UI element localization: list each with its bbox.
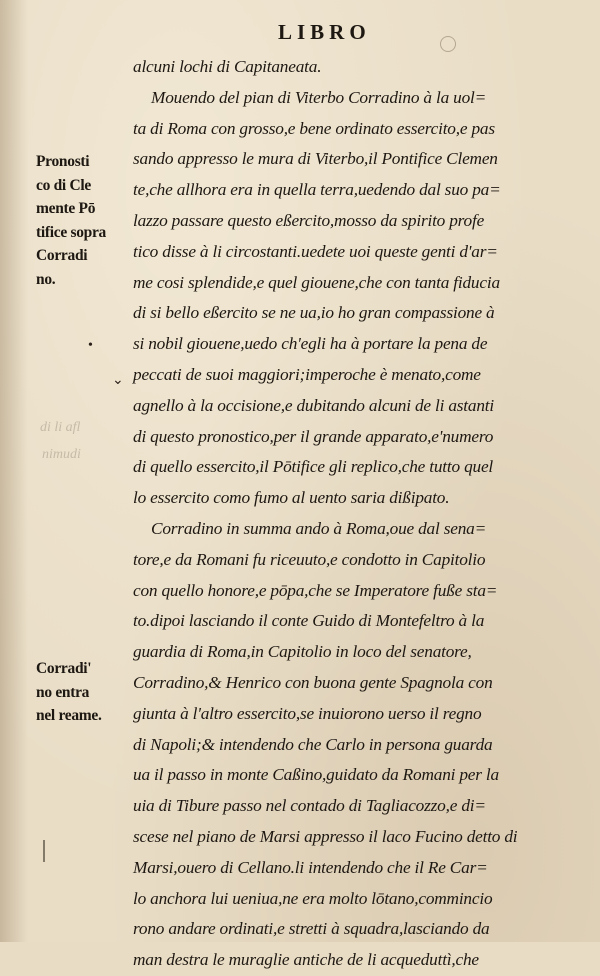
running-head: LIBRO <box>278 20 371 44</box>
text-line: sando appresso le mura di Viterbo,il Pontifice Clemen <box>133 149 498 169</box>
show-through-text: di li afl <box>40 420 81 435</box>
text-line: Marsi,ouero di Cellano.li intendendo che il Re Car= <box>133 857 488 877</box>
text-line: lo essercito como fumo al uento saria dißipato. <box>133 488 450 508</box>
text-line: lazzo passare questo eßercito,mosso da spirito profe <box>133 210 485 230</box>
text-line: guardia di Roma,in Capitolio in loco del senatore, <box>133 642 472 662</box>
marginal-note-prophecy <box>36 150 132 291</box>
marginal-line: Corradi <box>36 247 88 264</box>
text-line: uia di Tibure passo nel contado di Tagliacozzo,e di= <box>133 796 486 816</box>
printer-mark-icon: • <box>88 338 93 353</box>
text-line: rono andare ordinati,e stretti à squadra,lasciando da <box>133 919 490 939</box>
marginal-line: co di Cle <box>36 176 91 194</box>
text-line: giunta à l'altro essercito,se inuiorono uerso il regno <box>133 703 482 723</box>
text-line: Corradino in summa ando à Roma,oue dal sena= <box>151 518 487 538</box>
marginal-line: tifice sopra <box>36 223 107 241</box>
text-line: tore,e da Romani fu riceuuto,e condotto in Capitolio <box>133 549 486 569</box>
text-line: man destra le muraglie antiche de li acqueduttì,che <box>133 950 479 970</box>
text-line: di questo pronostico,per il grande apparato,e'numero <box>133 426 494 446</box>
main-text-block <box>133 52 573 976</box>
text-line: agnello à la occisione,e dubitando alcuni de li astanti <box>133 395 494 415</box>
marginal-line: mente Pō <box>36 200 96 217</box>
text-line: di Napoli;& intendendo che Carlo in persona guarda <box>133 734 493 754</box>
marginal-line: Corradi' <box>36 660 92 677</box>
show-through-text: nimudi <box>42 447 81 462</box>
text-line: lo anchora lui ueniua,ne era molto lōtano,commincio <box>133 888 493 908</box>
text-line: alcuni lochi di Capitaneata. <box>133 57 322 76</box>
text-line: Corradino,& Henrico con buona gente Spagnola con <box>133 672 493 692</box>
text-line: di si bello eßercito se ne ua,io ho gran compassione à <box>133 303 495 323</box>
text-line: con quello honore,e pōpa,che se Imperatore fuße sta= <box>133 580 498 600</box>
ornament-icon <box>440 36 456 52</box>
spine-shadow <box>0 0 28 942</box>
marginal-line: Pronosti <box>36 153 90 170</box>
text-line: me cosi splendide,e quel giouene,che con tanta fiducia <box>133 272 500 292</box>
text-line: di quello essercito,il Pōtifice gli replico,che tutto quel <box>133 457 494 477</box>
marginal-note-kingdom <box>36 657 132 728</box>
marginal-line: no. <box>36 270 56 288</box>
text-line: ua il passo in monte Caßino,guidato da Romani per la <box>133 765 499 785</box>
text-line: ta di Roma con grosso,e bene ordinato essercito,e pas <box>133 118 495 138</box>
text-line: te,che allhora era in quella terra,uedendo dal suo pa= <box>133 180 501 200</box>
text-line: peccati de suoi maggiori;imperoche è menato,come <box>133 364 481 384</box>
text-line: scese nel piano de Marsi appresso il laco Fucino detto di <box>133 826 518 846</box>
printer-mark-icon: ⌄ <box>112 373 124 388</box>
text-line: to.dipoi lasciando il conte Guido di Montefeltro à la <box>133 611 485 631</box>
text-line: Mouendo del pian di Viterbo Corradino à la uol= <box>151 87 487 107</box>
text-line: tico disse à li circostanti.uedete uoi queste genti d'ar= <box>133 241 498 261</box>
marginal-line: nel reame. <box>36 707 102 724</box>
marginal-line: no entra <box>36 683 90 701</box>
text-line: si nobil giouene,uedo ch'egli ha à portare la pena de <box>133 334 488 354</box>
margin-rule-mark <box>43 840 45 862</box>
